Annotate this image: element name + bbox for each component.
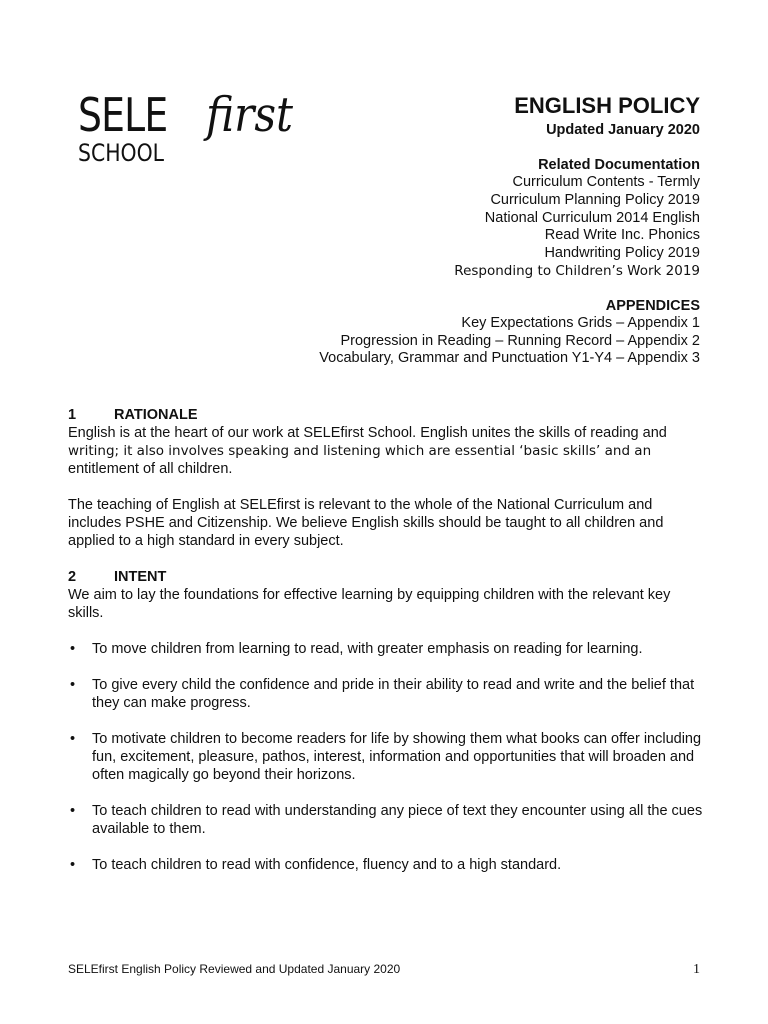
bullet-icon: • [70, 641, 76, 657]
updated-date: Updated January 2020 [546, 122, 700, 138]
logo-first: first [206, 87, 294, 143]
text-line: writing; it also involves speaking and listening which are essential ‘basic skills’ and an [68, 443, 652, 459]
section-heading-rationale [68, 406, 708, 424]
list-item [68, 856, 708, 874]
appendices-label: APPENDICES [605, 297, 700, 314]
section-heading-intent [68, 568, 708, 586]
bullet-icon: • [70, 677, 76, 693]
rationale-paragraph-2: The teaching of English at SELEfirst is relevant to the whole of the National Curriculum and includes PSHE and Citizenship. We believe English skills should be taught to all children and applied to a high standard in every subject. [68, 497, 664, 549]
bullet-icon: • [70, 803, 76, 819]
related-doc-item: Handwriting Policy 2019 [544, 245, 700, 262]
bullet-text: To teach children to read with confidence, fluency and to a high standard. [92, 857, 562, 873]
related-doc-item: Curriculum Contents - Termly [512, 174, 700, 190]
text-line: entitlement of all children. [68, 461, 233, 477]
page-footer [68, 962, 700, 978]
list-item [68, 730, 708, 784]
bullet-icon: • [70, 731, 76, 747]
rationale-paragraph-1 [68, 424, 708, 478]
related-documentation-list [240, 174, 700, 281]
related-doc-item: Read Write Inc. Phonics [544, 227, 700, 244]
bullet-icon: • [70, 857, 76, 873]
list-item [68, 640, 708, 658]
bullet-text: To move children from learning to read, with greater emphasis on reading for learning. [92, 641, 643, 657]
text-line: English is at the heart of our work at SELEfirst School. English unites the skills of reading and [68, 425, 667, 441]
document-body [68, 406, 708, 892]
footer-text: SELEfirst English Policy Reviewed and Updated January 2020 [68, 962, 401, 976]
related-doc-item: Curriculum Planning Policy 2019 [490, 191, 700, 208]
appendices-list [240, 315, 700, 368]
logo-sele: SELE [78, 88, 168, 142]
related-doc-item: National Curriculum 2014 English [484, 209, 700, 226]
related-doc-item: Responding to Children’s Work 2019 [454, 262, 700, 279]
bullet-text: To teach children to read with understanding any piece of text they encounter using all the cues available to them. [92, 803, 703, 837]
document-title: ENGLISH POLICY [514, 93, 700, 118]
appendix-item: Vocabulary, Grammar and Punctuation Y1-Y4 – Appendix 3 [319, 350, 700, 367]
section-number: 1 [68, 407, 77, 423]
appendix-item: Progression in Reading – Running Record – Appendix 2 [340, 332, 700, 349]
bullet-text: To motivate children to become readers for life by showing them what books can offer including fun, excitement, pleasure, pathos, interest, information and opportunities that will broaden and often magically go beyond their horizons. [92, 731, 702, 783]
list-item [68, 802, 708, 838]
section-title: RATIONALE [114, 407, 198, 423]
logo-school: SCHOOL [78, 139, 165, 167]
section-number: 2 [68, 569, 77, 585]
bullet-text: To give every child the confidence and pride in their ability to read and write and the belief that they can make progress. [92, 677, 695, 711]
related-documentation-label: Related Documentation [538, 157, 700, 173]
appendix-item: Key Expectations Grids – Appendix 1 [461, 314, 700, 331]
section-title: INTENT [114, 569, 167, 585]
intent-bullet-list [68, 640, 708, 874]
document-header [240, 92, 700, 368]
list-item [68, 676, 708, 712]
page-number: 1 [693, 962, 700, 977]
intent-intro: We aim to lay the foundations for effective learning by equipping children with the relevant key skills. [68, 587, 671, 621]
